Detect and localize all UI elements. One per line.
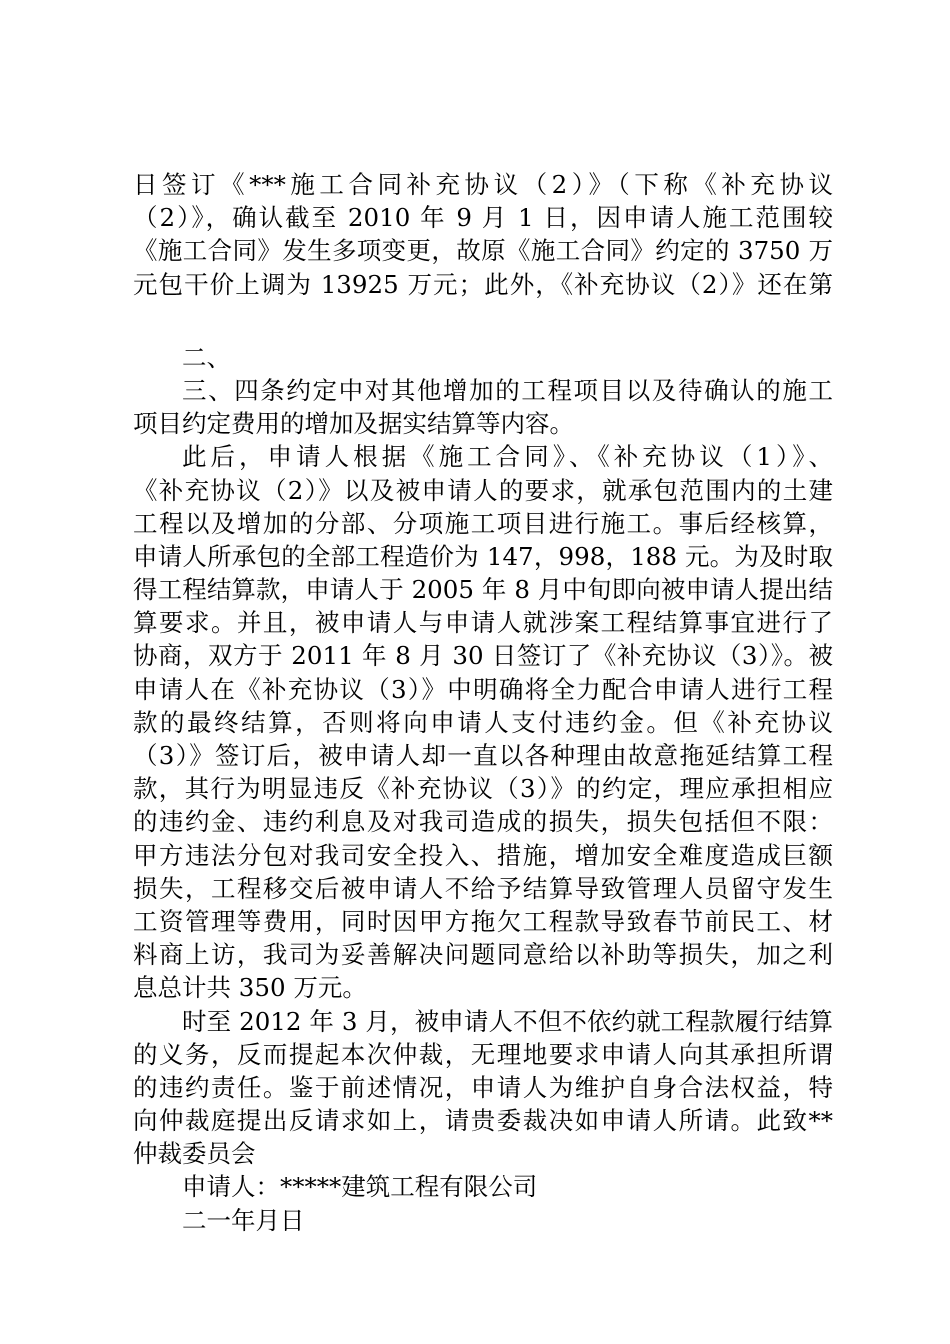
text-line: 向仲裁庭提出反请求如上，请贵委裁决如申请人所请。此致** (133, 1106, 833, 1136)
text-line: 的违约金、违约利息及对我司造成的损失，损失包括但不限： (133, 807, 833, 837)
paragraph-contract-supplement (133, 168, 833, 301)
text-line: 得工程结算款，申请人于 2005 年 8 月中旬即向被申请人提出结 (133, 575, 833, 605)
text-line: 项目约定费用的增加及据实结算等内容。 (133, 409, 574, 439)
text-line: 损失，工程移交后被申请人不给予结算导致管理人员留守发生 (133, 873, 833, 903)
text-line: 元包干价上调为 13925 万元；此外，《补充协议（2）》还在第 (133, 269, 833, 299)
text-line: （3）》签订后，被申请人却一直以各种理由故意拖延结算工程 (133, 741, 833, 770)
applicant-signature: 申请人：*****建筑工程有限公司 (182, 1172, 538, 1202)
text-line: 工程以及增加的分部、分项施工项目进行施工。事后经核算， (133, 508, 833, 538)
paragraph-gap (133, 301, 833, 341)
document-page (133, 168, 833, 1237)
text-line: 的义务，反而提起本次仲裁，无理地要求申请人向其承担所谓 (133, 1039, 833, 1069)
text-line: 日签订《***施工合同补充协议（2）》（下称《补充协议 (133, 170, 833, 199)
text-line: 款的最终结算，否则将向申请人支付违约金。但《补充协议 (133, 707, 833, 737)
text-line: 款，其行为明显违反《补充协议（3）》的约定，理应承担相应 (133, 774, 833, 804)
paragraph-time (133, 1005, 833, 1171)
text-line: 算要求。并且，被申请人与申请人就涉案工程结算事宜进行了 (133, 608, 833, 638)
text-line: 工资管理等费用，同时因甲方拖欠工程款导致春节前民工、材 (133, 906, 833, 936)
text-line: 协商，双方于 2011 年 8 月 30 日签订了《补充协议（3）》。被 (133, 641, 833, 671)
paragraph-after (133, 440, 833, 1004)
text-line: 《施工合同》发生多项变更，故原《施工合同》约定的 3750 万 (133, 236, 833, 266)
document-date: 二一年月日 (182, 1205, 305, 1235)
text-line: 仲裁委员会 (133, 1139, 256, 1169)
text-line: 息总计共 350 万元。 (133, 973, 367, 1003)
paragraph-items (133, 374, 833, 440)
text-line: 甲方违法分包对我司安全投入、措施，增加安全难度造成巨额 (133, 840, 833, 870)
text-line: 三、四条约定中对其他增加的工程项目以及待确认的施工 (182, 375, 833, 405)
text-line: （2）》，确认截至 2010 年 9 月 1 日，因申请人施工范围较 (133, 203, 833, 233)
list-fragment: 二、 (182, 342, 231, 372)
text-line: 料商上访，我司为妥善解决问题同意给以补助等损失，加之利 (133, 940, 833, 970)
text-line: 申请人在《补充协议（3）》中明确将全力配合申请人进行工程 (133, 674, 833, 704)
text-line: 的违约责任。鉴于前述情况，申请人为维护自身合法权益，特 (133, 1072, 833, 1102)
text-line: 时至 2012 年 3 月，被申请人不但不依约就工程款履行结算 (182, 1006, 833, 1036)
text-line: 《补充协议（2）》以及被申请人的要求，就承包范围内的土建 (133, 475, 833, 505)
text-line: 此后，申请人根据《施工合同》、《补充协议（1）》、 (182, 442, 833, 472)
text-line: 申请人所承包的全部工程造价为 147，998，188 元。为及时取 (133, 541, 833, 571)
